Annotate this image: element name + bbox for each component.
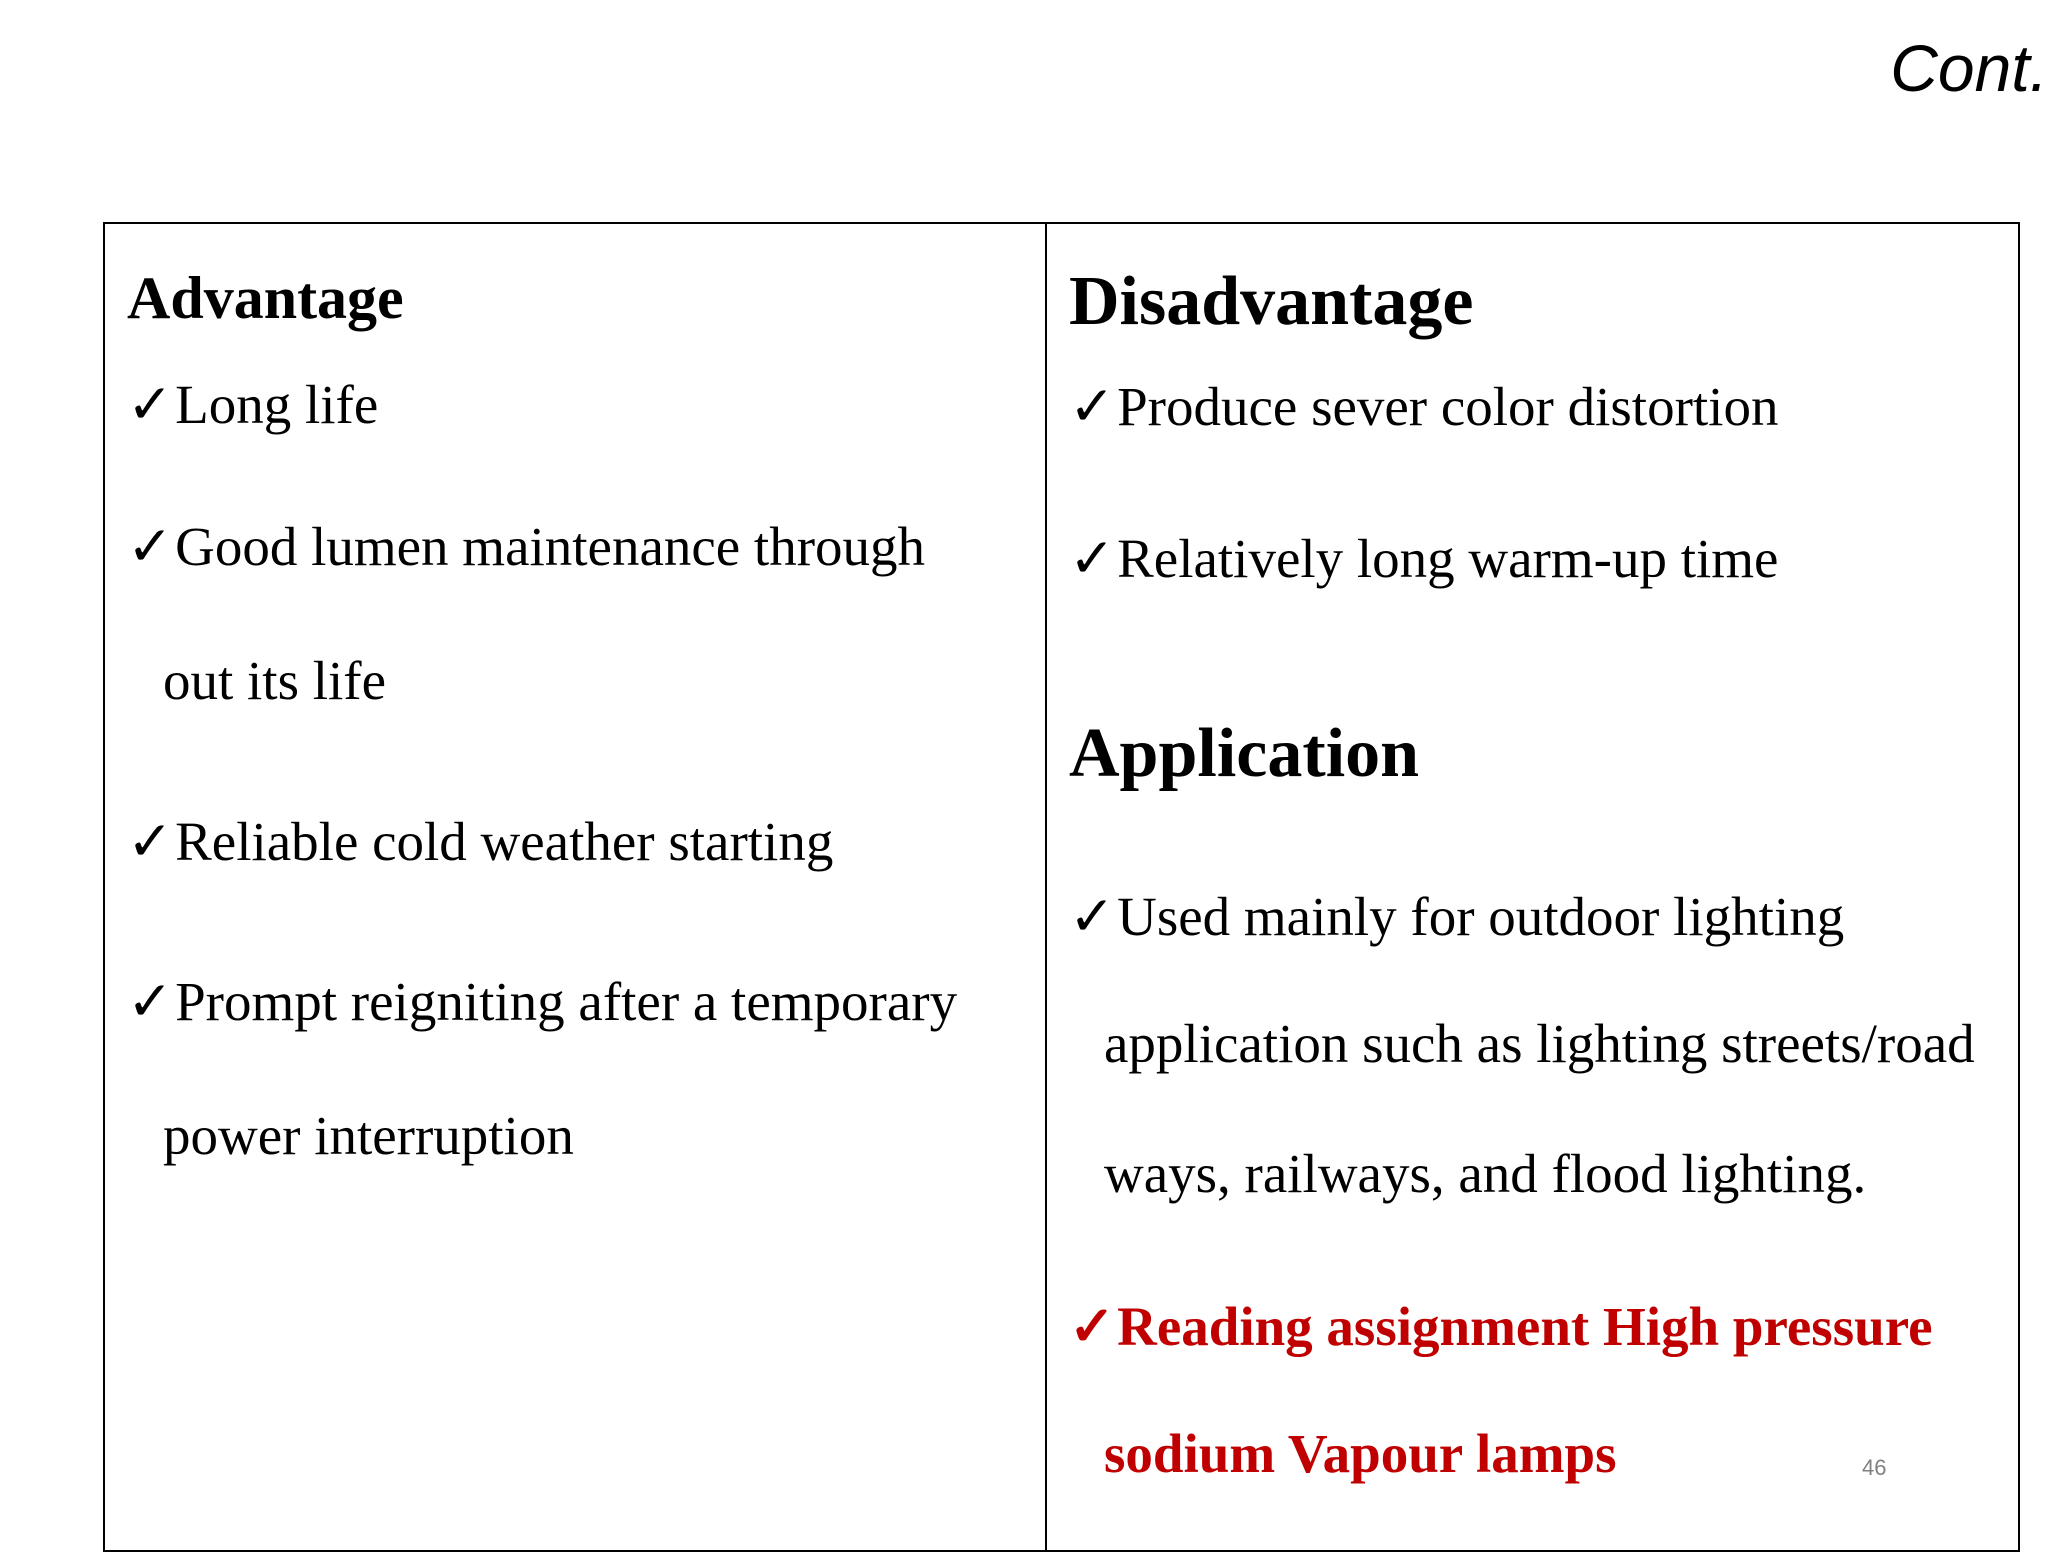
advantage-column	[105, 224, 1047, 1550]
advantage-item: ✓Prompt reigniting after a temporary	[127, 971, 958, 1032]
disadvantage-item: ✓Produce sever color distortion	[1069, 376, 1779, 437]
advantage-item: ✓Reliable cold weather starting	[127, 811, 834, 872]
disadvantage-item: ✓Relatively long warm-up time	[1069, 528, 1779, 589]
page-number: 46	[1862, 1455, 1887, 1480]
advantage-heading: Advantage	[127, 265, 404, 331]
checkmark-icon: ✓	[127, 374, 174, 435]
advantage-item: ✓Good lumen maintenance through	[127, 516, 926, 577]
advantage-item: ✓Long life	[127, 374, 379, 435]
application-item-continuation: ways, railways, and flood lighting.	[1104, 1143, 1867, 1204]
advantage-disadvantage-table	[103, 222, 2020, 1552]
reading-assignment-continuation: sodium Vapour lamps	[1104, 1423, 1617, 1484]
checkmark-icon: ✓	[1069, 886, 1116, 947]
slide-title: Cont.	[1890, 31, 2048, 105]
disadvantage-heading: Disadvantage	[1069, 263, 1474, 340]
checkmark-icon: ✓	[127, 811, 174, 872]
application-item-continuation: application such as lighting streets/road	[1104, 1013, 1975, 1074]
advantage-item-continuation: out its life	[163, 650, 387, 711]
reading-assignment: ✓Reading assignment High pressure	[1069, 1296, 1933, 1357]
checkmark-icon: ✓	[1069, 528, 1116, 589]
advantage-item-continuation: power interruption	[163, 1105, 574, 1166]
checkmark-icon: ✓	[127, 516, 174, 577]
disadvantage-column	[1047, 224, 2018, 1550]
checkmark-icon: ✓	[127, 971, 174, 1032]
application-heading: Application	[1069, 715, 1420, 792]
application-item: ✓Used mainly for outdoor lighting	[1069, 886, 1845, 947]
checkmark-icon: ✓	[1069, 376, 1116, 437]
checkmark-icon: ✓	[1069, 1296, 1116, 1357]
